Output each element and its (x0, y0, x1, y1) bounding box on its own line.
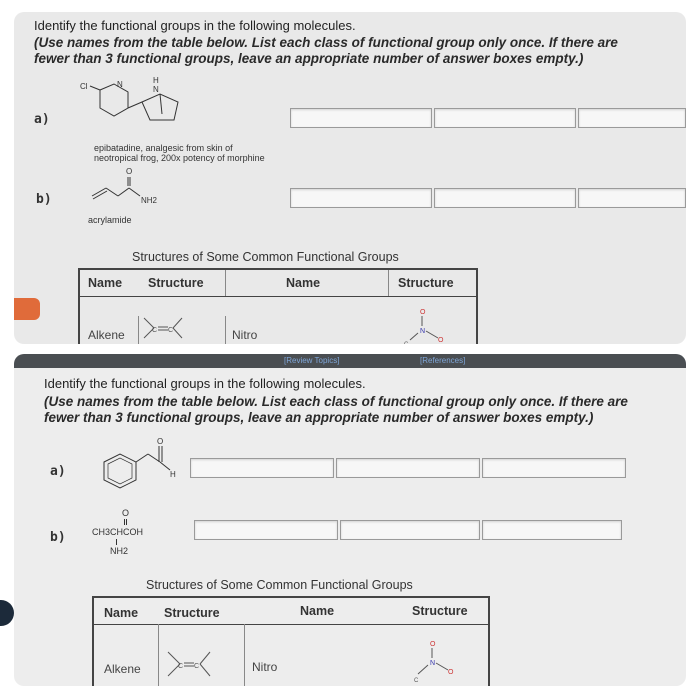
epibatidine-structure (80, 76, 220, 146)
table-header-divider (94, 624, 488, 625)
top-bar (14, 354, 686, 368)
atom-h: H (170, 470, 176, 479)
bottom-screenshot (14, 354, 686, 686)
instructions-line-1: (Use names from the table below. List each class of functional group only once. If there are (34, 35, 618, 50)
review-topics-link[interactable]: [Review Topics] (284, 356, 340, 365)
bottom-a-answer-box-2[interactable] (336, 458, 480, 478)
table-col-divider (388, 270, 389, 296)
atom-n-pyridine: N (117, 80, 123, 89)
question-title: Identify the functional groups in the following molecules. (34, 18, 356, 33)
benzaldehyde-derivative-structure (84, 432, 184, 502)
nitro-n: N (430, 660, 436, 667)
nitro-structure (402, 306, 462, 348)
formula-main: CH3CHCOH (92, 527, 144, 537)
acrylamide-caption: acrylamide (88, 215, 132, 225)
single-bond-mark (116, 539, 117, 545)
functional-groups-table (92, 596, 490, 686)
alkene-c2: C (168, 327, 174, 334)
row-nitro-name: Nitro (232, 328, 258, 342)
table-col-divider (225, 270, 226, 296)
top-a-answer-box-2[interactable] (434, 108, 576, 128)
header-structure-1: Structure (164, 606, 220, 620)
cell-divider (158, 624, 159, 686)
top-a-answer-box-1[interactable] (290, 108, 432, 128)
top-b-answer-box-1[interactable] (290, 188, 432, 208)
atom-o: O (157, 437, 164, 446)
double-bond-mark (126, 519, 127, 525)
header-name-2: Name (300, 604, 335, 618)
table-header-divider (80, 296, 476, 297)
table-title: Structures of Some Common Functional Groups (132, 250, 399, 264)
nitro-o1: O (430, 641, 436, 648)
formula-nh2: NH2 (110, 546, 129, 556)
nitro-c: C (414, 678, 419, 684)
cell-divider (244, 624, 245, 686)
side-tab[interactable] (0, 600, 14, 626)
header-name-2: Name (286, 276, 321, 290)
part-a-label: a) (34, 112, 50, 127)
formula-o: O (122, 508, 130, 518)
top-screenshot (14, 12, 686, 348)
header-name-1: Name (104, 606, 139, 620)
question-title: Identify the functional groups in the following molecules. (44, 376, 366, 391)
nitro-structure (412, 638, 472, 686)
bottom-a-answer-box-3[interactable] (482, 458, 626, 478)
atom-cl: Cl (80, 82, 88, 91)
alkene-c1: C (178, 663, 184, 670)
nitro-o2: O (448, 669, 454, 676)
part-a-label: a) (50, 464, 66, 479)
nitro-n: N (420, 328, 426, 335)
epibatidine-caption-1: epibatadine, analgesic from skin of (94, 143, 233, 153)
bottom-b-answer-box-3[interactable] (482, 520, 622, 540)
double-bond-mark (124, 519, 125, 525)
bottom-a-answer-box-1[interactable] (190, 458, 334, 478)
instructions-line-2: fewer than 3 functional groups, leave an appropriate number of answer boxes empty.) (34, 51, 584, 66)
header-name-1: Name (88, 276, 123, 290)
alkene-c1: C (152, 327, 158, 334)
part-b-label: b) (36, 192, 52, 207)
cell-divider (225, 316, 226, 344)
alkene-structure (140, 314, 186, 344)
side-tab[interactable] (14, 298, 40, 320)
nitro-c: C (404, 342, 409, 348)
instructions-line-2: fewer than 3 functional groups, leave an appropriate number of answer boxes empty.) (44, 410, 594, 425)
bottom-b-answer-box-1[interactable] (194, 520, 338, 540)
header-structure-2: Structure (412, 604, 468, 618)
atom-h: H (153, 76, 159, 85)
atom-o: O (126, 167, 133, 176)
epibatidine-caption-2: neotropical frog, 200x potency of morphine (94, 153, 265, 163)
instructions-line-1: (Use names from the table below. List each class of functional group only once. If there are (44, 394, 628, 409)
alkene-c2: C (194, 663, 200, 670)
acrylamide-structure (84, 164, 174, 214)
header-structure-2: Structure (398, 276, 454, 290)
atom-n-bridge: N (153, 85, 159, 94)
table-title: Structures of Some Common Functional Groups (146, 578, 413, 592)
nitro-o2: O (438, 337, 444, 344)
header-structure-1: Structure (148, 276, 204, 290)
part-b-label: b) (50, 530, 66, 545)
alanine-formula (92, 508, 172, 558)
alkene-structure (164, 648, 214, 682)
top-b-answer-box-2[interactable] (434, 188, 576, 208)
cell-divider (138, 316, 139, 344)
bottom-b-answer-box-2[interactable] (340, 520, 480, 540)
top-b-answer-box-3[interactable] (578, 188, 686, 208)
functional-groups-table (78, 268, 478, 348)
atom-nh2: NH2 (141, 196, 158, 205)
top-a-answer-box-3[interactable] (578, 108, 686, 128)
row-alkene-name: Alkene (88, 328, 125, 342)
row-alkene-name: Alkene (104, 662, 141, 676)
row-nitro-name: Nitro (252, 660, 278, 674)
nitro-o1: O (420, 309, 426, 316)
references-link[interactable]: [References] (420, 356, 466, 365)
